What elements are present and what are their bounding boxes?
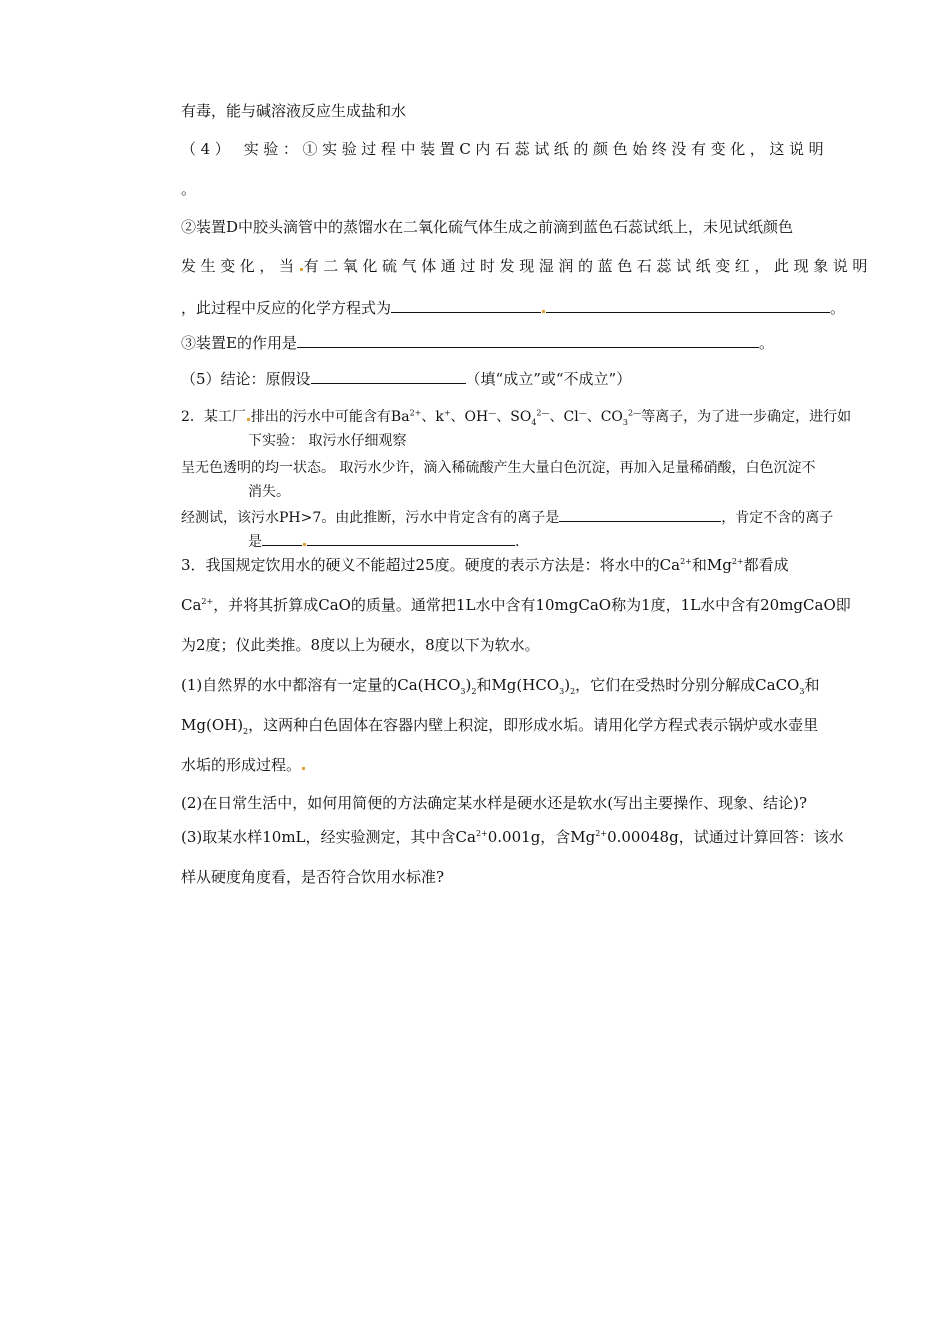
question-3-part-1-line-2: $Mg(OH)_2$，这两种白色固体在容器内壁上积淀，即形成水垢。请用化学方程式表示锅炉或水壶里 bbox=[181, 716, 819, 736]
conclusion-blank[interactable] bbox=[311, 369, 466, 384]
question-3-part-1-line-3: 水垢的形成过程。 bbox=[181, 755, 306, 775]
marker-dot bbox=[300, 268, 303, 271]
line-period: 。 bbox=[181, 180, 197, 198]
equation-blank-2[interactable] bbox=[546, 298, 830, 313]
line-experiment-4: （4） 实验：①实验过程中装置C内石蕊试纸的颜色始终没有变化，这说明 bbox=[181, 140, 829, 158]
question-2-line-1: 2．某工厂 排出的污水中可能含有$Ba^{2+}$、k+、OH—、$SO_4^{2—}$、Cl—、$CO_3^{2—}$等离子，为了进一步确定，进行如 bbox=[181, 408, 852, 427]
question-3-part-1: (1)自然界的水中都溶有一定量的$Ca(HCO_3)_2$和$Mg(HCO_3)_2$，它们在受热时分别分解成CaCO$_3$和 bbox=[181, 676, 820, 696]
marker-dot bbox=[302, 767, 305, 770]
marker-dot bbox=[247, 418, 250, 421]
question-3-line-2: $Ca^{2+}$，并将其折算成CaO的质量。通常把1L水中含有10mgCaO称为1度，1L水中含有20mgCaO即 bbox=[181, 596, 851, 614]
question-3-part-3-line-2: 样从硬度角度看，是否符合饮用水标准? bbox=[181, 868, 445, 886]
marker-dot bbox=[303, 543, 306, 546]
ions-absent-blank-2[interactable] bbox=[307, 531, 515, 546]
question-2-line-6: 是 . bbox=[248, 531, 519, 552]
question-3-part-2: (2)在日常生活中，如何用简便的方法确定某水样是硬水还是软水(写出主要操作、现象、结论)? bbox=[181, 794, 807, 812]
question-3-line-3: 为2度；仪此类推。8度以上为硬水，8度以下为软水。 bbox=[181, 636, 540, 654]
question-2-line-3: 呈无色透明的均一状态。 取污水少许，滴入稀硫酸产生大量白色沉淀，再加入足量稀硝酸，白色沉淀不 bbox=[181, 460, 816, 476]
device-e-blank[interactable] bbox=[297, 333, 759, 348]
question-3-line-1: 3．我国规定饮用水的硬义不能超过25度。硬度的表示方法是：将水中的$Ca^{2+}$和$Mg^{2+}$都看成 bbox=[181, 556, 789, 574]
question-2-line-4: 消失。 bbox=[248, 484, 290, 500]
line-conclusion: （5）结论：原假设 （填“成立”或“不成立”） bbox=[181, 370, 632, 388]
question-2-line-2: 下实验： 取污水仔细观察 bbox=[248, 433, 407, 449]
equation-blank[interactable] bbox=[391, 298, 541, 313]
question-3-part-3: (3)取某水样10mL，经实验测定，其中含$Ca^{2+}0.001g$，含$Mg^{2+}0.00048g$，试通过计算回答：该水 bbox=[181, 828, 844, 846]
ions-absent-blank[interactable] bbox=[262, 531, 302, 546]
line-device-d: ②装置D中胶头滴管中的蒸馏水在二氧化硫气体生成之前滴到蓝色石蕊试纸上，未见试纸颜色 bbox=[181, 218, 794, 236]
question-2-line-5: 经测试，该污水PH>7。由此推断，污水中肯定含有的离子是 ，肯定不含的离子 bbox=[181, 507, 833, 528]
line-device-e: ③装置E的作用是 。 bbox=[181, 334, 774, 352]
ions-present-blank[interactable] bbox=[559, 507, 721, 522]
line-phenomenon: 发生变化，当 有二氧化硫气体通过时发现湿润的蓝色石蕊试纸变红，此现象说明 bbox=[181, 257, 873, 275]
line-equation: ，此过程中反应的化学方程式为 。 bbox=[181, 299, 846, 317]
line-toxic: 有毒，能与碱溶液反应生成盐和水 bbox=[181, 102, 407, 120]
marker-dot bbox=[542, 310, 545, 313]
